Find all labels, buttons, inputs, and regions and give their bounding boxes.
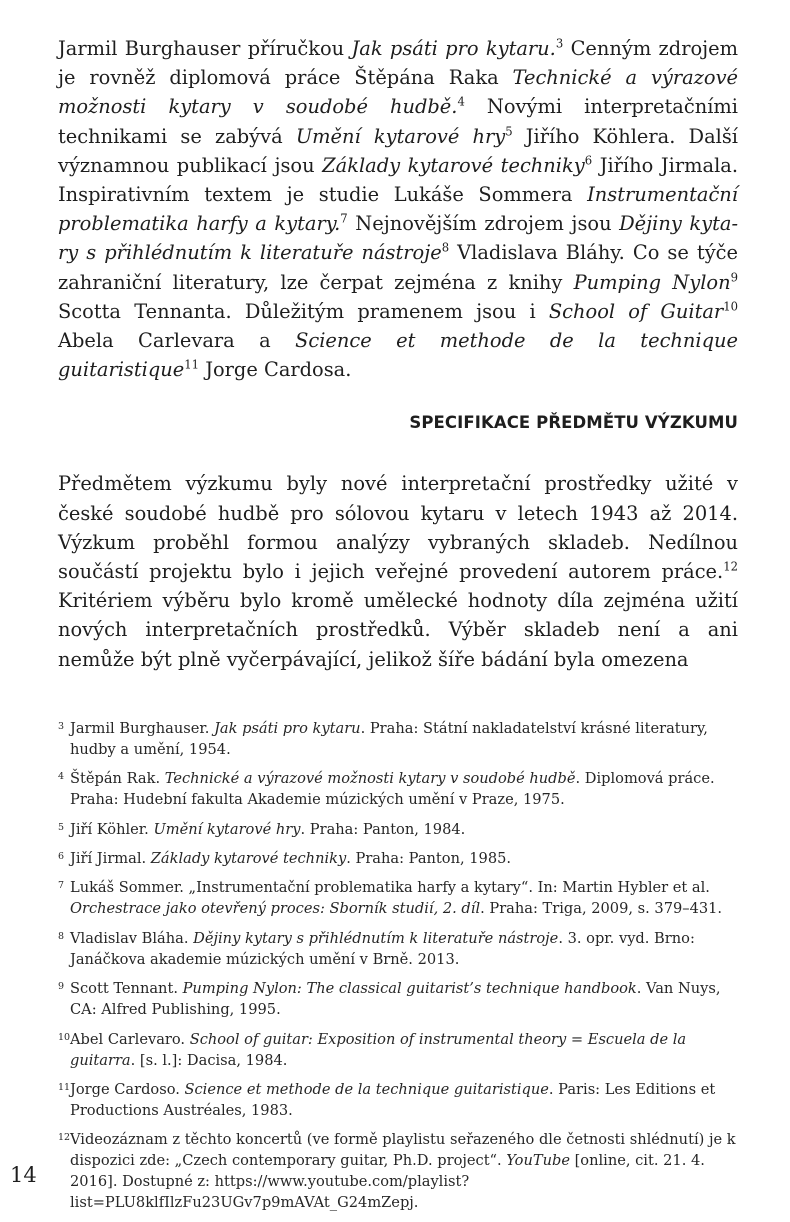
footnote-number: 3 (58, 720, 65, 732)
footnote-text: Scott Tennant. (70, 980, 183, 998)
text-run: Jarmil Burghauser příručkou (58, 37, 352, 60)
book-title: Instrumentační problematika harfy a kytary. (58, 183, 738, 236)
text-run: Scotta Tennanta. Důležitým pramenem jsou i (58, 299, 549, 323)
text-run: Novými interpretačními technikami se zabývá (58, 95, 738, 148)
footnotes (58, 718, 738, 1214)
book-title: School of Guitar (548, 299, 724, 323)
footnote-text: . Diplomová práce. Praha: Hudební fakulta Akademie múzických umění v Praze, 1975. (70, 770, 715, 809)
intro-paragraph (58, 34, 738, 384)
book-title: Jak psáti pro kytaru. (351, 37, 556, 60)
book-title: Technické a výrazové možnosti kytary v soudobé hudbě. (58, 66, 739, 119)
footnote-ref[interactable]: 11 (184, 357, 200, 372)
footnote-title: Orchestrace jako otevřený proces: Sborník studií, 2. díl (70, 900, 481, 918)
footnote-title: School of guitar: Exposition of instrumental theory = Escuela de la guitarra (70, 1030, 687, 1069)
footnote-title: Základy kytarové techniky (150, 850, 347, 868)
text-run: Nejnovějším zdrojem jsou (347, 212, 620, 236)
footnote-text: Štěpán Rak. (70, 770, 165, 788)
footnote (58, 718, 738, 760)
footnote (58, 1029, 738, 1071)
book-title: Umění kytarové hry (295, 124, 506, 148)
footnote-number: 9 (58, 981, 65, 993)
footnote (58, 1079, 738, 1121)
page-content (58, 34, 738, 1222)
footnote-text: . Paris: Les Editions et Productions Austréales, 1983. (70, 1080, 716, 1119)
footnote-text: . [s. l.]: Dacisa, 1984. (130, 1051, 288, 1069)
footnote-number: 7 (58, 880, 65, 892)
footnote-text: Videozáznam z těchto koncertů (ve formě playlistu seřazeného dle četnosti shlédnutí) je k dispozici zde: „Czech contemporary guitar, Ph.D. project“. (70, 1131, 736, 1170)
footnote-text: . Van Nuys, CA: Alfred Publishing, 1995. (70, 980, 721, 1019)
section-heading: SPECIFIKACE PŘEDMĚTU VÝZKUMU (409, 413, 738, 433)
footnote-ref[interactable]: 5 (505, 124, 513, 139)
footnote (58, 768, 738, 810)
footnote-text: . Praha: Státní nakladatelství krásné literatury, hudby a umění, 1954. (70, 719, 708, 758)
footnote-text: Jorge Cardoso. (70, 1080, 185, 1098)
footnote-ref[interactable]: 8 (441, 240, 450, 255)
text-run: Abela Carlevara a (58, 329, 296, 353)
footnote-title: Pumping Nylon: The classical guitarist’s technique handbook (182, 980, 637, 998)
footnote-ref[interactable]: 9 (730, 270, 738, 285)
book-title: Pumping Nylon (573, 270, 731, 294)
footnote-title: Dějiny kytary s přihlédnutím k literatuře nástroje (193, 929, 559, 947)
footnote-number: 10 (58, 1031, 71, 1043)
footnote-text: . Praha: Panton, 1984. (300, 820, 466, 838)
footnote-text: Vladislav Bláha. (70, 929, 194, 947)
footnote (58, 1129, 738, 1213)
footnote-ref[interactable]: 12 (723, 559, 738, 574)
footnote-title: YouTube (506, 1152, 570, 1170)
footnote-ref[interactable]: 6 (584, 153, 593, 168)
footnote-ref[interactable]: 10 (723, 299, 738, 314)
footnote-number: 6 (58, 851, 65, 863)
footnote-number: 11 (58, 1081, 71, 1093)
footnote-text: Abel Carlevaro. (70, 1030, 190, 1048)
footnote (58, 848, 738, 869)
text-run: Cenným zdrojem je rovněž diplomová práce Štěpána Raka (58, 37, 739, 90)
footnote-title: Science et methode de la technique guitaristique (184, 1080, 549, 1098)
footnote-title: Technické a výrazové možnosti kytary v soudobé hudbě (164, 770, 576, 788)
footnote-text: Jiří Köhler. (70, 820, 154, 838)
text-run: Kritériem výběru bylo kromě umělecké hodnoty díla zejména užití nových interpretačních prostředků. Výběr skladeb není a ani nemůže být plně vyčerpávající, jelikož šíře bádání byla omezena (58, 589, 738, 671)
footnote (58, 928, 738, 970)
text-run: Jorge Cardosa. (199, 358, 352, 382)
text-run: Jiřího Jirmala. Inspirativním textem je studie Lukáše Sommera (58, 153, 738, 207)
footnote (58, 819, 738, 840)
footnote-number: 5 (58, 821, 65, 833)
page-number: 14 (10, 1163, 37, 1187)
footnote-text: Jiří Jirmal. (70, 850, 151, 868)
footnote-number: 4 (58, 771, 65, 783)
footnote-title: Jak psáti pro kytaru (214, 719, 361, 737)
text-run: Jiřího Köhlera. Další významnou publikací jsou (58, 124, 738, 177)
footnote-text: . 3. opr. vyd. Brno: Janáčkova akademie múzických umění v Brně. 2013. (70, 929, 695, 968)
footnote-ref[interactable]: 4 (457, 94, 465, 109)
text-run: Vladislava Bláhy. Co se týče zahraniční literatury, lze čerpat zejména z knihy (58, 241, 738, 294)
text-run: Předmětem výzkumu byly nové interpretační prostředky užité v české soudobé hudbě pro sólovou kytaru v letech 1943 až 2014. Výzkum proběhl formou analýzy vybraných skladeb. Nedílnou součástí projektu bylo i jejich veřejné provedení autorem práce. (58, 472, 738, 584)
footnote-text: [online, cit. 21. 4. 2016]. Dostupné z: https://www.youtube.com/playlist?list=PLU8klfIlzFu23UGv7p9mAVAt_G24mZepj. (70, 1152, 705, 1212)
footnote-text: . Praha: Triga, 2009, s. 379–431. (480, 900, 723, 918)
book-title: Dějiny kytary s přihlédnutím k literatuře nástroje (58, 212, 738, 265)
body-paragraph (58, 469, 738, 673)
footnote-title: Umění kytarové hry (153, 820, 301, 838)
footnote-ref[interactable]: 3 (555, 36, 564, 51)
footnote-number: 12 (58, 1132, 71, 1144)
footnote-text: Jarmil Burghauser. (70, 719, 215, 737)
footnote-text: . Praha: Panton, 1985. (346, 850, 512, 868)
book-title: Základy kytarové techniky (322, 153, 585, 177)
footnote (58, 877, 738, 919)
footnote-ref[interactable]: 7 (340, 211, 348, 226)
book-title: Science et methode de la technique guitaristique (58, 329, 738, 382)
footnote-number: 8 (58, 930, 65, 942)
footnote-text: Lukáš Sommer. „Instrumentační problematika harfy a kytary“. In: Martin Hybler et al. (70, 879, 710, 897)
footnote (58, 978, 738, 1020)
